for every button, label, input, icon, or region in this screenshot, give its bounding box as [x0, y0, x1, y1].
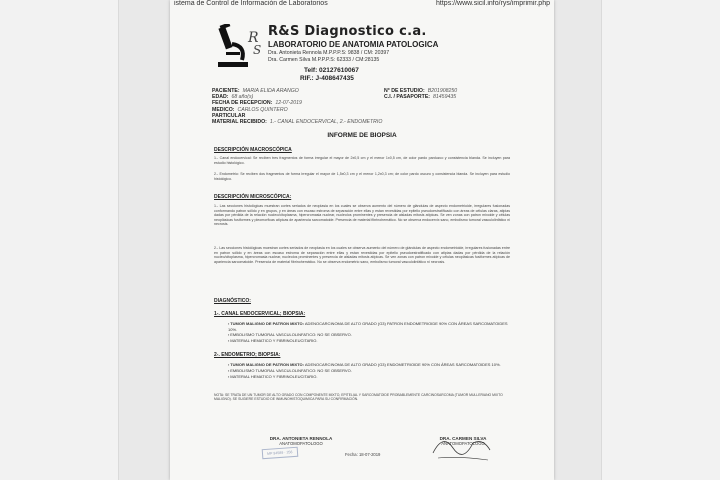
lab-doctor-1: Dra. Antonieta Rennola M.P.P.P.S: 9838 / CM: 20397	[268, 50, 390, 56]
reception-date-label: FECHA DE RECEPCION:	[212, 100, 273, 107]
patient-name-label: PACIENTE:	[212, 88, 240, 94]
signature-left	[256, 436, 346, 446]
diagnosis-2-item-3: ▪ MATERIAL HEMATICO Y FIBRINOLEUCITARIO.	[228, 374, 508, 380]
diagnosis-2-item-1-label: TUMOR MALIGNO DE PATRON MIXTO:	[230, 362, 304, 367]
patient-type: PARTICULAR	[212, 112, 246, 119]
diagnosis-1-item-1: ADENOCARCINOMA DE ALTO GRADO (G3) PATRON ENDOMETRIOIDE 90% CON ÁREAS SARCOMATOIDES 10%.	[228, 321, 508, 332]
micro-paragraph-1: 1.- Las secciones histológicas muestran cortes seriados de neoplasia en los cuales se observa aumento del número de glándulas de aspecto endometrioide, irregulares fusionadas conformando patron sólido y en grupos, y en áreas con escaso estroma de separación entre ellas y estan revestidas por epitelio pseudoestratificado con áreas de células claras, atipias dadas por pérdida de la relación nucleo/citoplasma, hipercromasia nuclear, nucleolos prominentes y presencia de aisladas mitosis atípicas. Se ven zonas con patron mixoide y células neoplásicas fusiformes y pleomorficas atípicas de apariencia sarcomatoide. Presencia de material fibrinohemático. No se observa endocervix sano, embolismo tumoral vasculolinfático ni necrosis.	[214, 204, 510, 227]
microscope-logo-icon	[212, 24, 270, 70]
background-panel-left	[0, 0, 119, 480]
lab-phone: Telf: 02127610067	[304, 67, 359, 74]
svg-text:S: S	[253, 43, 262, 57]
age-label: EDAD:	[212, 94, 229, 101]
patient-age: 68 año(s)	[231, 94, 254, 101]
study-number: B201908250	[427, 88, 458, 94]
print-url: https://www.sicil.info/rys/imprimir.php	[436, 0, 550, 7]
diagnosis-heading: DIAGNÓSTICO:	[214, 298, 251, 304]
system-title: istema de Control de Información de Laboratorios	[174, 0, 328, 7]
signature-right-title: ANATOMOPATOLOGO	[441, 441, 485, 446]
signature-right	[422, 436, 504, 446]
signature-date: Fecha: 18-07-2019	[345, 452, 381, 457]
seal-stamp-left: MP 94589 · 256	[262, 447, 298, 459]
signature-left-name: DRA. ANTONIETA RENNOLA	[269, 436, 333, 441]
report-title: INFORME DE BIOPSIA	[327, 132, 397, 139]
diagnosis-2-list	[228, 362, 508, 380]
patient-info	[212, 88, 532, 125]
macro-paragraph-1: 1.- Canal endocervical: Se reciben tres fragmentos de forma irregular el mayor de 2x0,5 cm y el menor 1x0,5 cm, de color pardo parduzco y consistencia blanda. Se incluyen para estudio histológico.	[214, 156, 510, 165]
svg-text:R: R	[248, 30, 259, 46]
signature-right-name: DRA. CARMEN SILVA	[439, 436, 487, 441]
material-label: MATERIAL RECIBIDO:	[212, 119, 267, 126]
material-received: 1.- CANAL ENDOCERVICAL, 2.- ENDOMETRIO	[269, 119, 383, 126]
background-panel-right	[601, 0, 720, 480]
lab-letterhead	[212, 22, 512, 82]
diagnosis-1-heading: 1-. CANAL ENDOCERVICAL; BIOPSIA:	[214, 311, 306, 317]
lab-doctor-2: Dra. Carmen Silva M.P.P.P.S: 62333 / CM:28135	[268, 57, 380, 63]
lab-brand-name: R&S Diagnostico c.a.	[268, 24, 427, 39]
print-header	[174, 0, 550, 10]
reception-date: 12-07-2019	[275, 100, 302, 107]
micro-paragraph-2: 2.- Las secciones histológicas muestran cortes seriados de neoplasia en los cuales se observa aumento del número de glándulas de aspecto endometrioide, irregulares fusionadas entre en patron sólido y en áreas con escaso estroma de separación entre ellas y estan revestidas por epitelio pseudoestratificado con atipias dadas por pérdida de la relación nucleo/citoplasma, hipercromasia nuclear, nucleolos prominentes y presencia de aisladas mitosis atípicas. Se ven zonas con patron mixoide y células neoplásicas fusiformes atípicas de apariencia sarcomatoide. Presencia de material fibrinohemático. No se observa endometrio sano, embolismo tumoral vasculolinfático ni necrosis.	[214, 246, 510, 264]
id-label: C.I. / PASAPORTE:	[384, 94, 431, 101]
patient-id: 81459435	[433, 94, 457, 101]
macro-heading: DESCRIPCIÓN MACROSCÓPICA	[214, 147, 292, 153]
doctor-label: MEDICO:	[212, 106, 235, 113]
study-number-label: N° DE ESTUDIO:	[384, 88, 425, 94]
macro-paragraph-2: 2.- Endometrio: Se reciben dos fragmentos de forma irregular el mayor de 1,5x0,3 cm y el menor 1,2x0,3 cm; de color pardo oscuro y consistencia blanda. Se incluyen para estudio histológico.	[214, 172, 510, 181]
diagnosis-2-item-2: ▪ EMBOLISMO TUMORAL VASCULOLINFATICO: NO SE OBSERVO.	[228, 368, 508, 374]
diagnosis-1-item-3: ▪ MATERIAL HEMATICO Y FIBRINOLEUCITARIO.	[228, 338, 508, 344]
diagnosis-1-item-2: ▪ EMBOLISMO TUMORAL VASCULOLINFATICO: NO SE OBSERVO.	[228, 332, 508, 338]
lab-rif: RIF.: J-408647435	[300, 75, 354, 82]
lab-department: LABORATORIO DE ANATOMIA PATOLOGICA	[268, 40, 439, 49]
handwritten-signature-right	[428, 428, 498, 468]
report-document	[170, 0, 554, 480]
patient-name: MARIA ELIDA ARANGO	[242, 88, 299, 94]
diagnosis-1-item-1-label: TUMOR MALIGNO DE PATRON MIXTO:	[230, 321, 304, 326]
report-note: NOTA: SE TRATA DE UN TUMOR DE ALTO GRADO CON COMPONENTE MIXTO, EPITELIAL Y SARCOMATOIDE PROBABLEMENTE CARCINOSARCOMA (TUMOR MULLERIANO MIXTO MALIGNO). SE SUGIERE ESTUDIO DE INMUNOHISTOQUIMICA PARA SU CONFIRMACIÓN.	[214, 393, 503, 402]
diagnosis-2-heading: 2-. ENDOMETRIO; BIOPSIA:	[214, 352, 281, 358]
diagnosis-2-item-1: ADENOCARCINOMA DE ALTO GRADO (G3) ENDOMETRIOIDE 90% CON ÁREAS SARCOMATOIDES 10%.	[304, 362, 501, 367]
diagnosis-1-list	[228, 321, 508, 344]
micro-heading: DESCRIPCIÓN MICROSCÓPICA:	[214, 194, 292, 200]
signature-left-title: ANATOMOPATOLOGO	[279, 441, 323, 446]
referring-doctor: CARLOS QUINTERO	[237, 106, 288, 113]
